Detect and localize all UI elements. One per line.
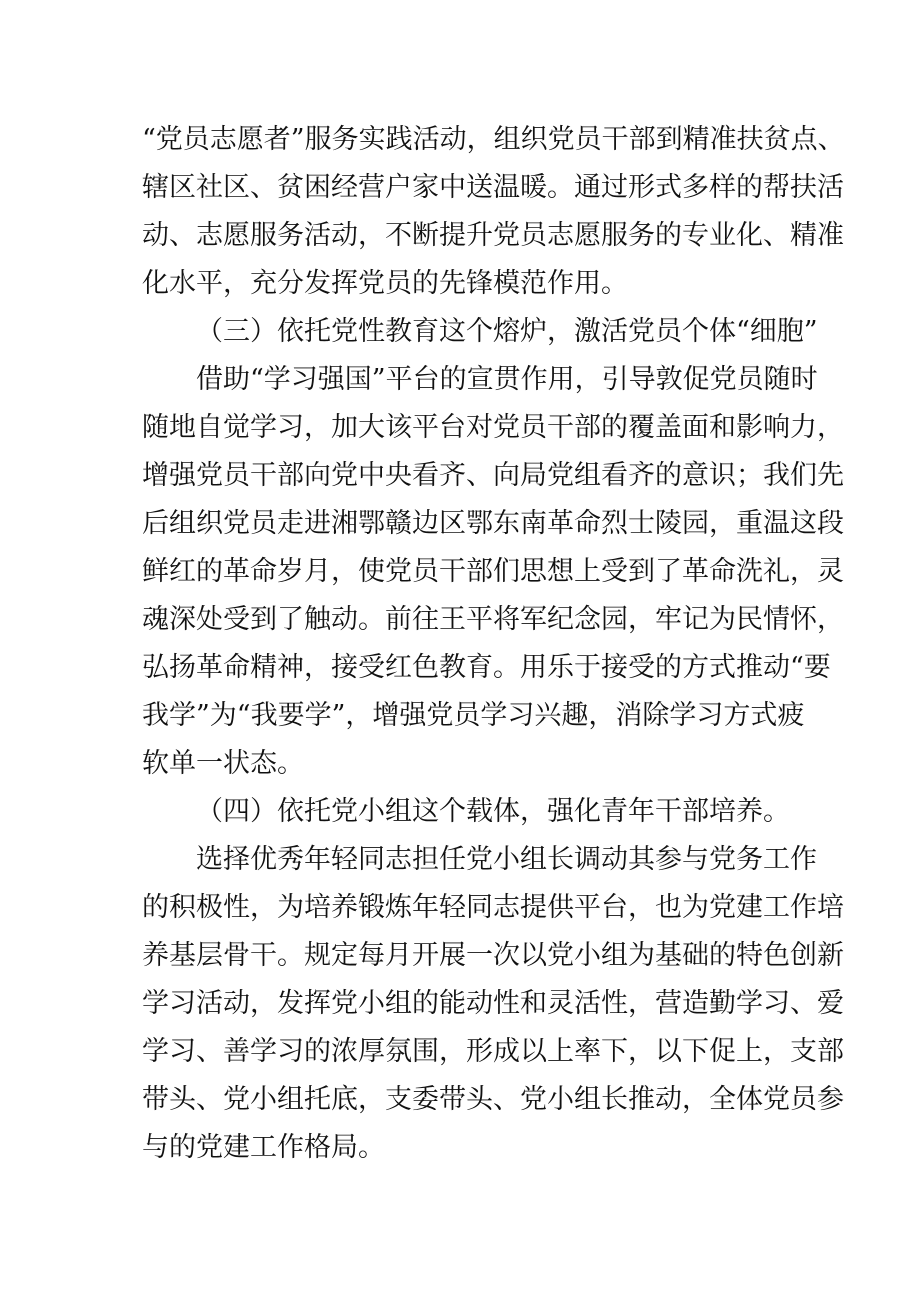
text-line: 学习活动，发挥党小组的能动性和灵活性，营造勤学习、爱 <box>142 988 844 1019</box>
text-line: 弘扬革命精神，接受红色教育。用乐于接受的方式推动“要 <box>142 652 831 683</box>
text-line: 选择优秀年轻同志担任党小组长调动其参与党务工作 <box>196 844 817 875</box>
text-line: 的积极性，为培养锻炼年轻同志提供平台，也为党建工作培 <box>142 892 844 923</box>
text-line: 学习、善学习的浓厚氛围，形成以上率下，以下促上，支部 <box>142 1036 844 1067</box>
text-line: 我学”为“我要学”，增强党员学习兴趣，消除学习方式疲 <box>142 700 805 731</box>
text-line: 动、志愿服务活动，不断提升党员志愿服务的专业化、精准 <box>142 220 844 251</box>
paragraph-party-group <box>142 836 844 1172</box>
text-line: 带头、党小组托底，支委带头、党小组长推动，全体党员参 <box>142 1084 844 1115</box>
text-line: 随地自觉学习，加大该平台对党员干部的覆盖面和影响力， <box>142 412 844 443</box>
section-heading-3: （三）依托党性教育这个熔炉，激活党员个体“细胞” <box>196 316 818 347</box>
text-line: 魂深处受到了触动。前往王平将军纪念园，牢记为民情怀， <box>142 604 844 635</box>
text-line: 辖区社区、贫困经营户家中送温暖。通过形式多样的帮扶活 <box>142 172 844 203</box>
text-line: 养基层骨干。规定每月开展一次以党小组为基础的特色创新 <box>142 940 844 971</box>
text-line: 与的党建工作格局。 <box>142 1132 385 1163</box>
paragraph-study-platform <box>142 356 844 788</box>
text-line: 化水平，充分发挥党员的先锋模范作用。 <box>142 268 628 299</box>
text-line: 鲜红的革命岁月，使党员干部们思想上受到了革命洗礼，灵 <box>142 556 844 587</box>
text-line: 增强党员干部向党中央看齐、向局党组看齐的意识；我们先 <box>142 460 844 491</box>
section-heading-4: （四）依托党小组这个载体，强化青年干部培养。 <box>196 796 790 827</box>
text-line: 借助“学习强国”平台的宣贯作用，引导敦促党员随时 <box>196 364 818 395</box>
document-body <box>142 116 845 1172</box>
text-line: 软单一状态。 <box>142 748 304 779</box>
text-line: “党员志愿者”服务实践活动，组织党员干部到精准扶贫点、 <box>142 124 845 155</box>
text-line: 后组织党员走进湘鄂赣边区鄂东南革命烈士陵园，重温这段 <box>142 508 844 539</box>
paragraph-volunteer-service <box>142 116 845 308</box>
